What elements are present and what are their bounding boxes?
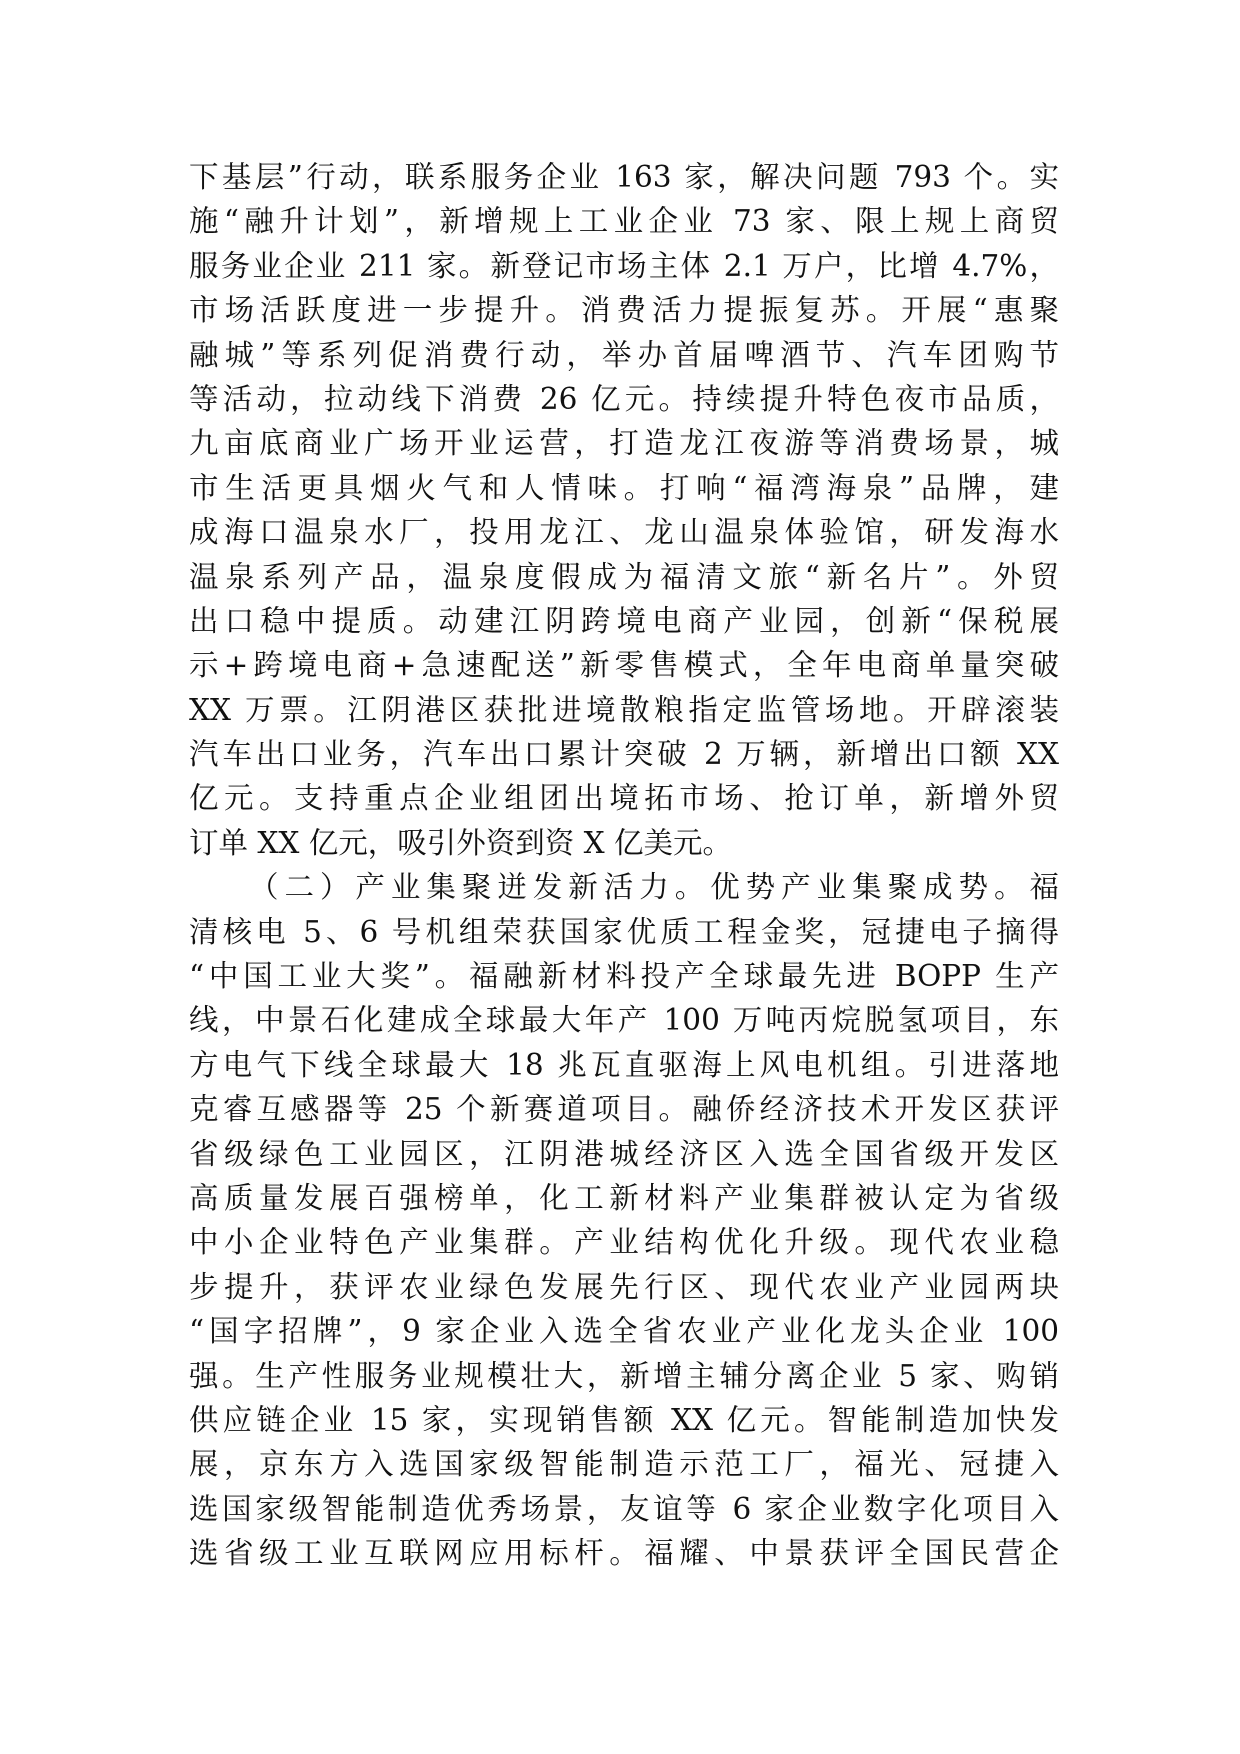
text-line: 订单 XX 亿元，吸引外资到资 X 亿美元。 (189, 825, 733, 860)
text-line: 市场活跃度进一步提升。消费活力提振复苏。开展“惠聚 (189, 293, 1059, 328)
text-line: 下基层”行动，联系服务企业 163 家，解决问题 793 个。实 (189, 160, 1059, 194)
text-line: 施“融升计划”，新增规上工业企业 73 家、限上规上商贸 (189, 204, 1059, 239)
text-line: 亿元。支持重点企业组团出境拓市场、抢订单，新增外贸 (189, 781, 1059, 816)
text-line: 省级绿色工业园区，江阴港城经济区入选全国省级开发区 (189, 1136, 1059, 1171)
text-line: 示+跨境电商+急速配送”新零售模式，全年电商单量突破 (189, 648, 1059, 683)
text-line: 线，中景石化建成全球最大年产 100 万吨丙烷脱氢项目，东 (189, 1003, 1059, 1038)
text-line: 市生活更具烟火气和人情味。打响“福湾海泉”品牌，建 (189, 470, 1059, 505)
text-line: 等活动，拉动线下消费 26 亿元。持续提升特色夜市品质， (189, 381, 1059, 416)
text-line: 中小企业特色产业集群。产业结构优化升级。现代农业稳 (189, 1225, 1059, 1260)
body-text (189, 155, 1059, 1576)
text-line: “国字招牌”，9 家企业入选全省农业产业化龙头企业 100 (189, 1314, 1059, 1349)
text-line: （二）产业集聚迸发新活力。优势产业集聚成势。福 (249, 870, 1059, 905)
text-line: 方电气下线全球最大 18 兆瓦直驱海上风电机组。引进落地 (189, 1047, 1059, 1082)
text-line: 温泉系列产品，温泉度假成为福清文旅“新名片”。外贸 (189, 559, 1059, 594)
text-line: 成海口温泉水厂，投用龙江、龙山温泉体验馆，研发海水 (189, 515, 1059, 550)
text-line: 步提升，获评农业绿色发展先行区、现代农业产业园两块 (189, 1269, 1059, 1304)
text-line: 高质量发展百强榜单，化工新材料产业集群被认定为省级 (189, 1180, 1059, 1215)
paragraph-1 (189, 155, 1059, 865)
text-line: 融城”等系列促消费行动，举办首届啤酒节、汽车团购节 (189, 337, 1059, 372)
text-line: 选国家级智能制造优秀场景，友谊等 6 家企业数字化项目入 (189, 1491, 1059, 1526)
text-line: 九亩底商业广场开业运营，打造龙江夜游等消费场景，城 (189, 426, 1059, 461)
text-line: 展，京东方入选国家级智能制造示范工厂，福光、冠捷入 (189, 1447, 1059, 1482)
text-line: 供应链企业 15 家，实现销售额 XX 亿元。智能制造加快发 (189, 1402, 1059, 1437)
text-line: 选省级工业互联网应用标杆。福耀、中景获评全国民营企 (189, 1536, 1059, 1571)
text-line: 汽车出口业务，汽车出口累计突破 2 万辆，新增出口额 XX (189, 737, 1059, 772)
text-line: XX 万票。江阴港区获批进境散粮指定监管场地。开辟滚装 (189, 692, 1059, 727)
text-line: “中国工业大奖”。福融新材料投产全球最先进 BOPP 生产 (189, 959, 1059, 994)
text-line: 克睿互感器等 25 个新赛道项目。融侨经济技术开发区获评 (189, 1092, 1059, 1127)
paragraph-2 (189, 865, 1059, 1575)
text-line: 强。生产性服务业规模壮大，新增主辅分离企业 5 家、购销 (189, 1358, 1059, 1393)
text-line: 清核电 5、6 号机组荣获国家优质工程金奖，冠捷电子摘得 (189, 914, 1059, 949)
text-line: 出口稳中提质。动建江阴跨境电商产业园，创新“保税展 (189, 603, 1059, 638)
text-line: 服务业企业 211 家。新登记市场主体 2.1 万户，比增 4.7%， (189, 248, 1059, 283)
